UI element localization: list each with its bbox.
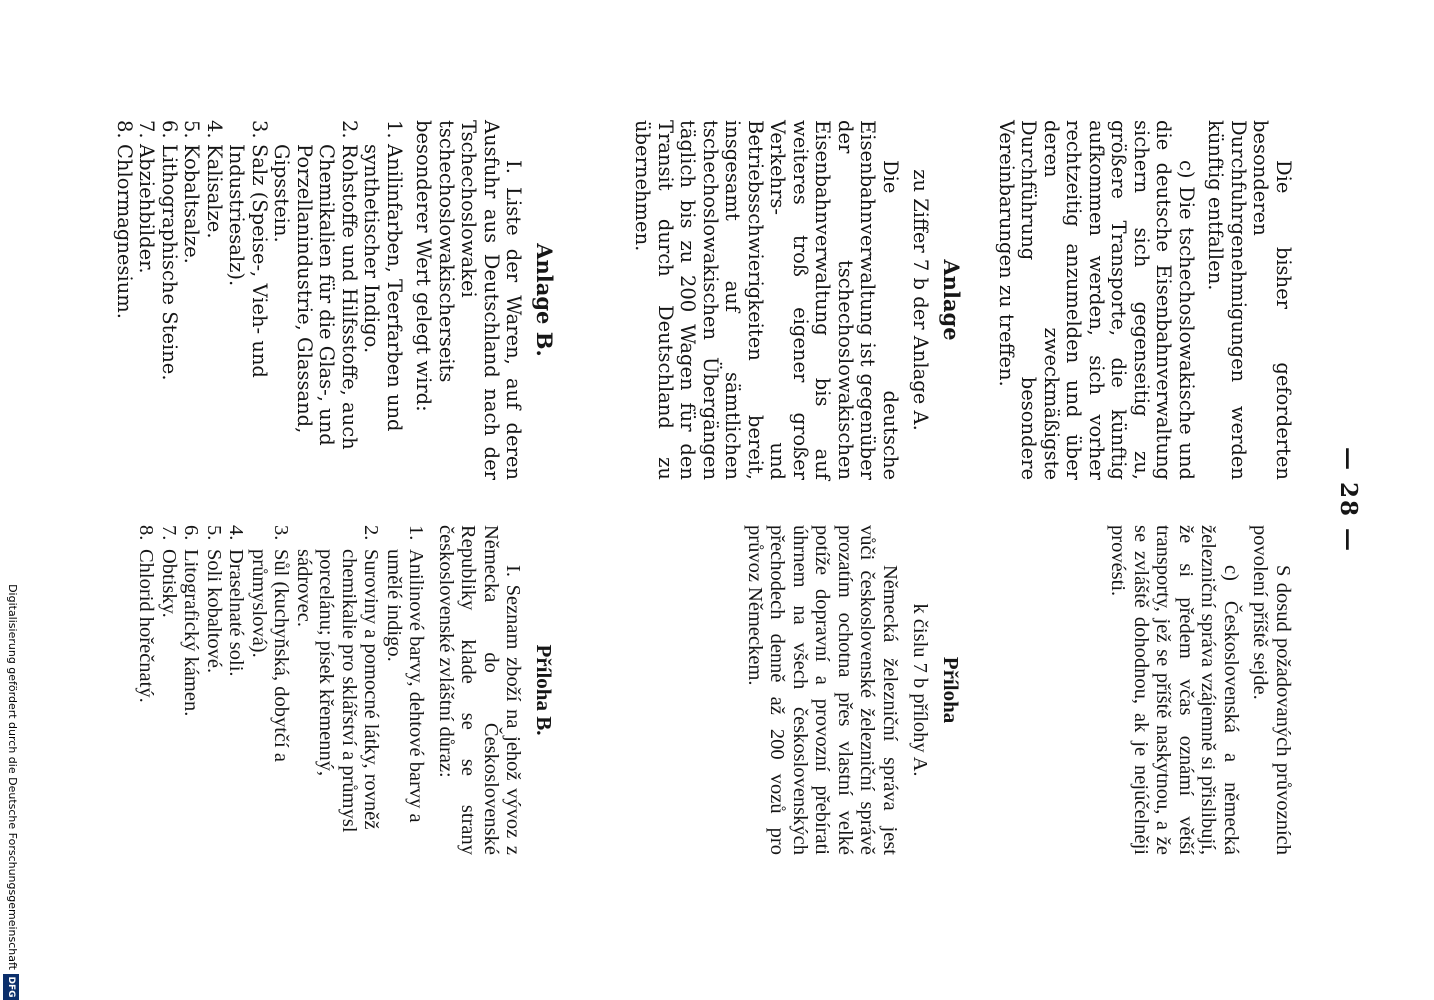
item-text: Suroviny a pomocné látky, rovněž chemikalie pro sklářství a průmysl porcelánu; písek křemenný, sádrovec.: [293, 549, 383, 833]
list-item: [203, 525, 226, 855]
item-number: 6.: [158, 120, 181, 139]
item-number: 6.: [180, 525, 203, 541]
digitization-text: Digitalisierung gefördert durch die Deutsche Forschungsgemeinschaft: [6, 584, 19, 970]
czech-section-priloha: [744, 525, 963, 855]
list-item: [158, 525, 181, 855]
item-text: Abziehbilder.: [135, 144, 159, 274]
list-item: [113, 120, 136, 480]
page-number: — 28 —: [1335, 446, 1362, 554]
item-text: Draselnaté soli.: [225, 549, 248, 677]
item-number: 3.: [270, 525, 293, 541]
item-number: 1.: [383, 120, 406, 139]
list-item: [158, 120, 181, 480]
item-text: Rohstoffe und Hilfsstoffe, auch Chemikalien für die Glas-, und Porzellanindustrie, Glassand, Gipsstein.: [270, 144, 361, 450]
list-item: [135, 120, 158, 480]
dfg-logo: DFG: [3, 974, 19, 1000]
item-text: Litografický kámen.: [180, 549, 203, 717]
item-text: Kobaltsalze.: [180, 144, 204, 264]
item-number: 7.: [135, 120, 159, 139]
item-number: 8.: [135, 525, 158, 541]
paragraph: c) Československá a německá železniční správa vzájemně si přislibují, že si předem včas oznámí větší transporty, jež se příště naskytnou, a že se zvláště dohodnou, ak je nejúčelněji provésti.: [1107, 525, 1242, 855]
item-number: 5.: [203, 525, 225, 541]
german-section-anlage: [631, 120, 962, 480]
section-title: Anlage B.: [532, 243, 557, 357]
goods-list: [113, 120, 406, 480]
item-text: Chlorid hořečnatý.: [135, 549, 158, 703]
list-item: [360, 120, 405, 480]
item-number: 3.: [248, 120, 271, 139]
item-number: 1.: [405, 525, 428, 541]
item-text: Soli kobaltové.: [203, 549, 225, 674]
item-text: Sůl (kuchyňská, dobytčí a průmyslová).: [248, 549, 293, 762]
item-text: Chlormagnesium.: [113, 144, 136, 319]
digitization-note: [0, 0, 19, 1000]
goods-list: [135, 525, 428, 855]
section-title: Příloha B.: [532, 644, 556, 736]
list-item: [248, 525, 293, 855]
list-intro: I. Seznam zboží na jehož vývoz z Německa do Československé Republiky klade se se strany československé zvláštní důraz:: [435, 525, 525, 855]
item-text: Anilinové barvy, dehtové barvy a umělé indigo.: [383, 549, 428, 823]
item-text: Anilinfarben, Teerfarben und synthetischer Indigo.: [360, 144, 406, 432]
item-number: 5.: [180, 120, 204, 139]
item-number: 7.: [158, 525, 180, 541]
list-item: [135, 525, 158, 855]
list-item: [225, 525, 248, 855]
paragraph: S dosud požadovaných průvozních povolení příště sejde.: [1249, 525, 1294, 855]
item-number: 2.: [360, 525, 383, 541]
item-text: Kalisalze.: [203, 144, 226, 239]
paragraph: Die bisher geforderten besonderen Durchfuhrgenehmigungen werden künftig entfallen.: [1204, 120, 1295, 480]
paragraph: Německá železniční správa jest vůči československé železniční správě prozatím ochotna přes vlastní velké potíže dopravní a provozní přebírati úhrnem na všech československých přechodech denně až 200 vozů pro průvoz Německem.: [744, 525, 901, 855]
list-item: [225, 120, 270, 480]
item-text: Lithographische Steine.: [158, 144, 181, 381]
section-subtitle: k čislu 7 b přílohy A.: [909, 603, 932, 777]
item-text: Obtisky.: [158, 549, 180, 618]
paragraph: c) Die tschechoslowakische und die deutsche Eisenbahnverwaltung sichern sich gegenseitig zu, größere Transporte, die künftig aufkommen werden, sich vorher rechtzeitig anzumelden und über deren zweckmäßigste Durchführung besondere Vereinbarungen zu treffen.: [995, 120, 1198, 480]
czech-section-priloha-b: [135, 525, 555, 855]
section-subtitle: zu Ziffer 7 b der Anlage A.: [909, 169, 933, 431]
german-section-top: [995, 120, 1295, 480]
list-item: [180, 120, 203, 480]
list-item: [180, 525, 203, 855]
item-number: 4.: [225, 525, 248, 541]
list-item: [270, 120, 360, 480]
item-number: 4.: [203, 120, 226, 139]
section-title: Anlage: [939, 259, 964, 341]
list-intro: I. Liste der Waren, auf deren Ausfuhr aus Deutschland nach der Tschechoslowakei tschechoslowakischerseits besonderer Wert gelegt wird:: [412, 120, 526, 480]
list-item: [203, 120, 226, 480]
item-text: Salz (Speise-, Vieh- und Industriesalz).: [225, 144, 271, 378]
section-title: Příloha: [939, 656, 963, 724]
german-section-anlage-b: [113, 120, 556, 480]
item-number: 2.: [338, 120, 361, 139]
list-item: [293, 525, 383, 855]
paragraph: Die deutsche Eisenbahnverwaltung ist gegenüber der tschechoslowakischen Eisenbahnverwaltung bis auf weiteres troß eigener großer Verkehrs- und Betriebsschwierigkeiten bereit, insgesamt auf sämtlichen tschechoslowakischen Übergängen täglich bis zu 200 Wagen für den Transit durch Deutschland zu übernehmen.: [631, 120, 902, 480]
list-item: [383, 525, 428, 855]
czech-section-top: [1107, 525, 1294, 855]
item-number: 8.: [113, 120, 136, 139]
